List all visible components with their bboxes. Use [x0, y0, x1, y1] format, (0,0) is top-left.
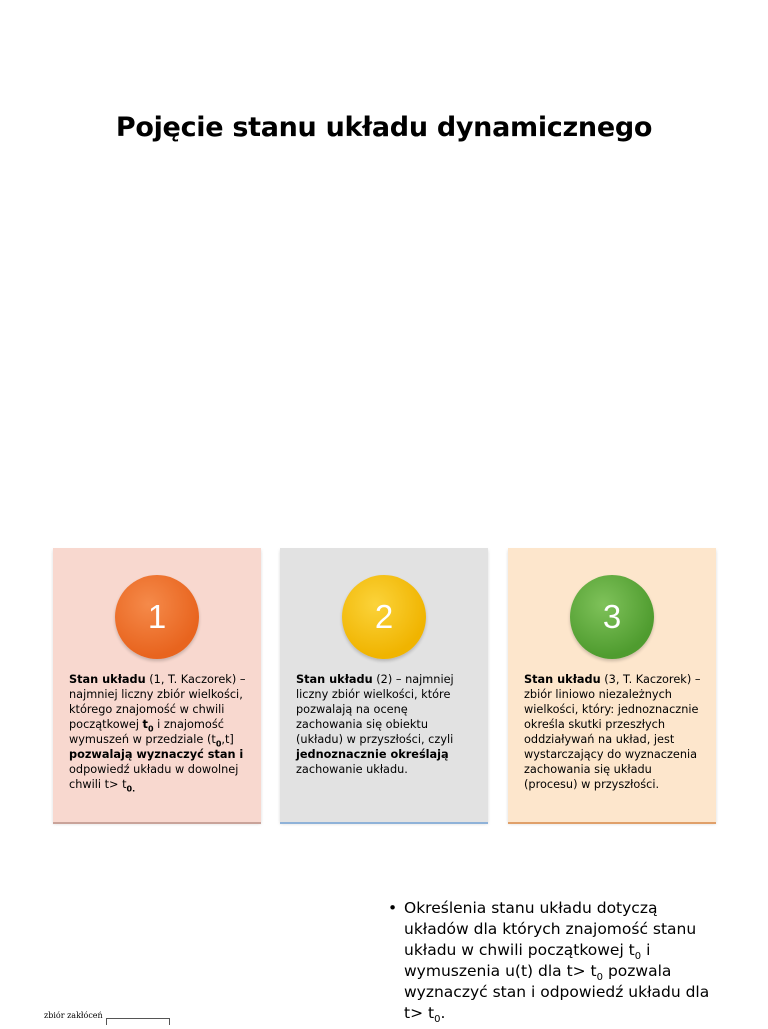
bullet-sub-b: 0 [596, 972, 604, 984]
card-2-underline [280, 822, 488, 824]
card-1-sub-d: 0. [126, 784, 136, 794]
slide-title: Pojęcie stanu układu dynamicznego [115, 112, 653, 143]
bullet-dot-icon: • [388, 899, 398, 917]
number-circle-3: 3 [570, 575, 654, 659]
card-1-text-b: i znajomość wymuszeń w przedziale ( [69, 718, 224, 746]
card-3-underline [508, 822, 716, 824]
card-3-text [524, 672, 702, 792]
card-1-text-c: ,t] [221, 733, 234, 746]
card-3 [508, 548, 716, 822]
card-2-bold-b: jednoznacznie określają [296, 748, 449, 761]
card-1-bold-c: pozwalają wyznaczyć stan i [69, 748, 244, 761]
card-3-text-a: (3, T. Kaczorek) – zbiór liniowo niezależnych wielkości, który: jednoznacznie określa skutki przeszłych oddziaływań na układ, jest wystarczający do wyznaczenia zachowania się układu (procesu) w przyszłości. [524, 673, 701, 791]
card-2 [280, 548, 488, 822]
bullet-text-d: . [440, 1004, 446, 1022]
card-1-t0-b: t [211, 733, 216, 746]
card-1-t0: t [142, 718, 148, 731]
bullet-point [388, 898, 718, 1024]
card-1-text [69, 672, 247, 792]
card-2-text-c: zachowanie układu. [296, 763, 408, 776]
card-2-text [296, 672, 474, 777]
card-2-label: Stan układu [296, 673, 373, 686]
card-2-text-a: (2) – najmniej liczny zbiór wielkości, które pozwalają na ocenę zachowania się obiektu (układu) w przyszłości, czyli [296, 673, 454, 746]
card-1-text-a: (1, T. Kaczorek) – najmniej liczny zbiór wielkości, którego znajomość w chwili początkowej [69, 673, 246, 731]
bullet-text [404, 898, 718, 1024]
bullet-text-c: pozwala wyznaczyć stan i odpowiedź układu dla t> t [404, 962, 710, 1022]
number-circle-2: 2 [342, 575, 426, 659]
bullet-sub-c: 0 [434, 1014, 441, 1026]
card-1-underline [53, 822, 261, 824]
footnote-label: zbiór zakłóceń [44, 1011, 103, 1020]
bullet-text-b: i wymuszenia u(t) dla t> t [404, 941, 651, 980]
number-circle-1: 1 [115, 575, 199, 659]
card-1 [53, 548, 261, 822]
card-1-sub-b: 0 [215, 739, 222, 749]
card-3-label: Stan układu [524, 673, 601, 686]
card-1-text-d: odpowiedź układu w dowolnej chwili t> t [69, 763, 239, 791]
bullet-sub-a: 0 [634, 951, 642, 963]
bullet-text-a: Określenia stanu układu dotyczą układów dla których znajomość stanu układu w chwili początkowej t [404, 899, 697, 959]
card-1-label: Stan układu [69, 673, 146, 686]
card-1-sub-a: 0 [147, 724, 154, 734]
